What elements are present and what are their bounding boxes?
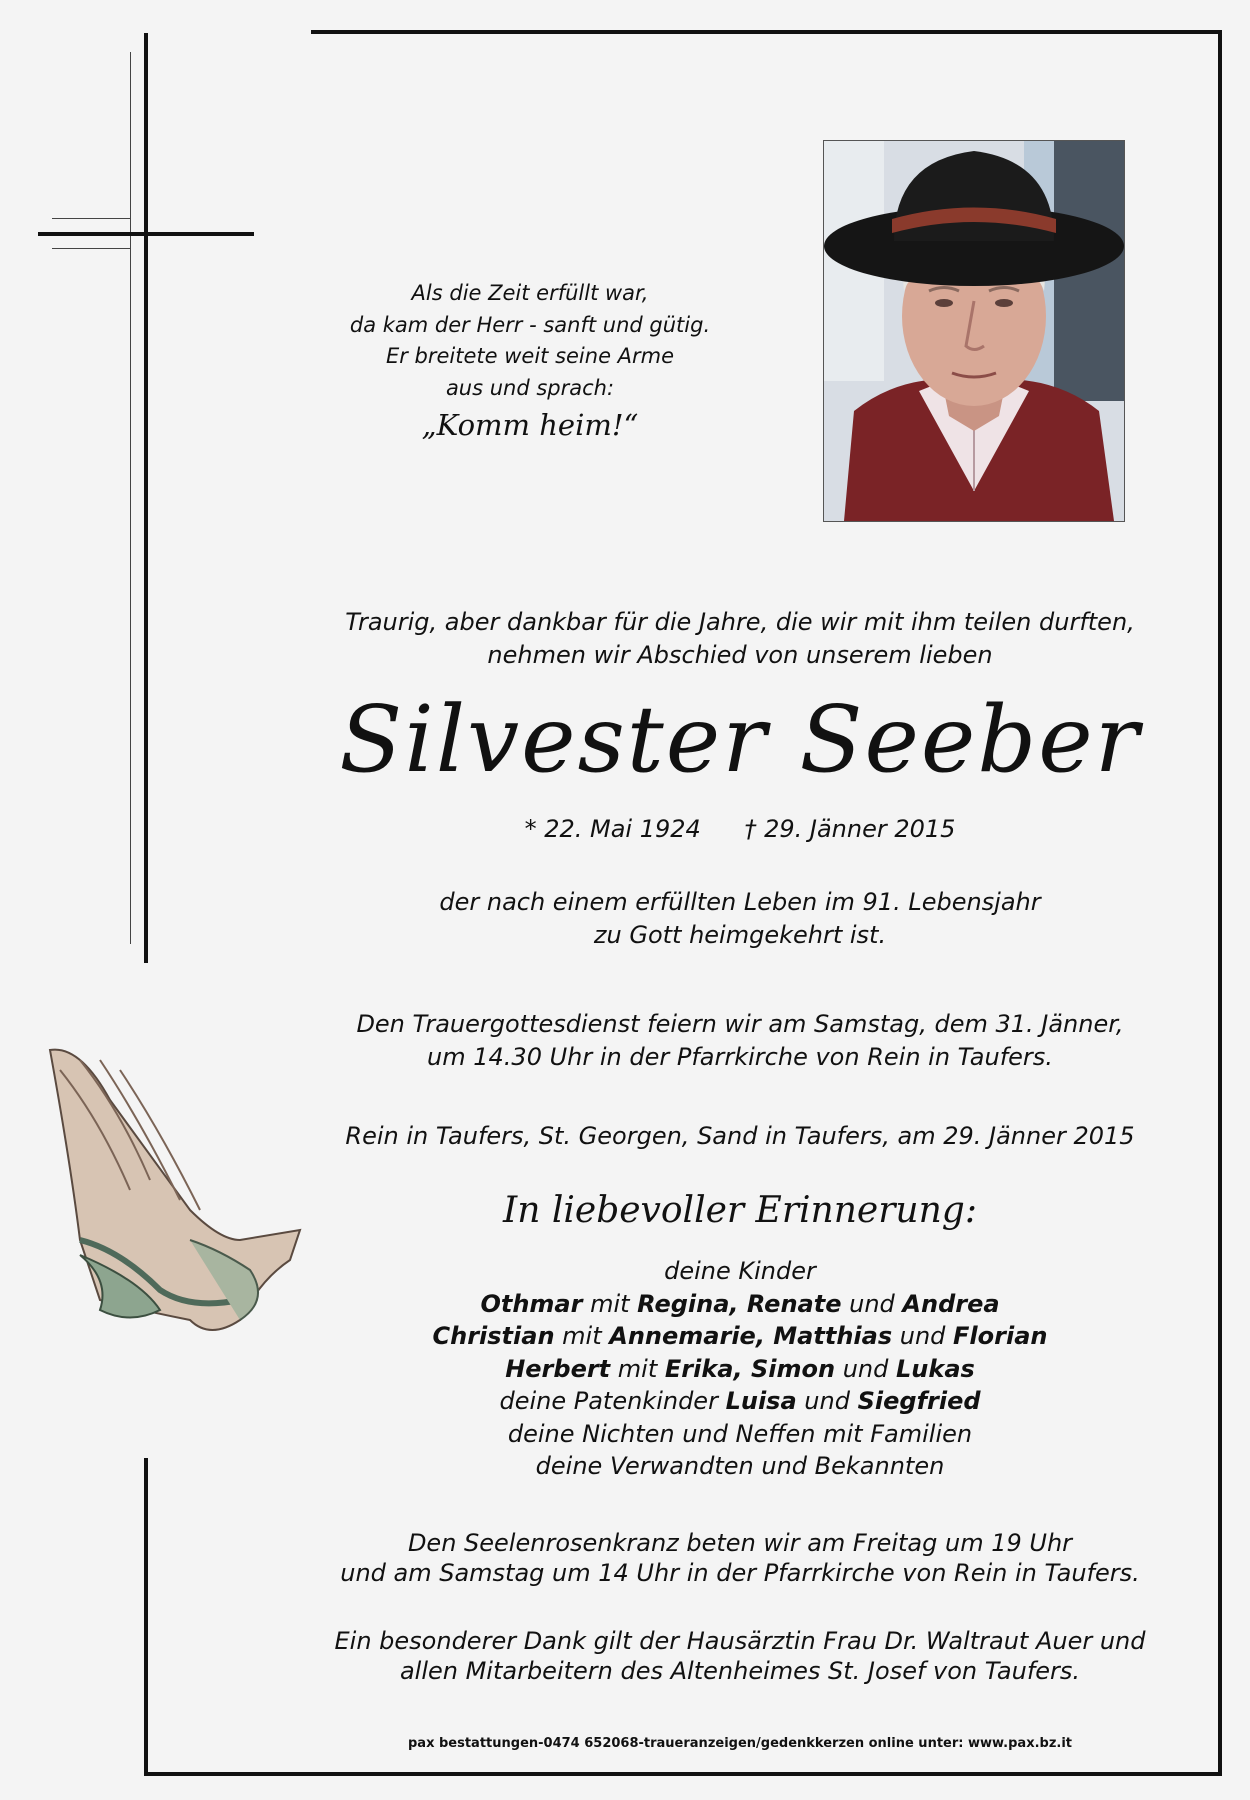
frame-top-border [311,30,1222,34]
family-line-godchildren [330,1385,1150,1418]
deceased-name: Silvester Seeber [339,686,1141,793]
verse [330,278,730,442]
life-text [330,886,1150,952]
family-connector: und [841,1289,903,1318]
rosary-text [330,1528,1150,1588]
funeral-home-footer: pax bestattungen-0474 652068-traueranzeigen/gedenkkerzen online unter: www.pax.bz.it [407,1736,1073,1751]
death-date: † 29. Jänner 2015 [744,815,956,843]
family-name: Andrea [902,1289,1000,1318]
family-name: Florian [953,1322,1048,1350]
intro-line: nehmen wir Abschied von unserem lieben [487,641,993,669]
family-connector: mit [554,1322,610,1350]
life-line: zu Gott heimgekehrt ist. [593,921,887,949]
thanks-text [330,1626,1150,1686]
family-connector: und [835,1354,896,1383]
verse-line: Als die Zeit erfüllt war, [411,281,649,305]
verse-line: da kam der Herr - sanft und gütig. [349,312,711,337]
family-name: Erika, Simon [664,1354,836,1383]
family-connector: mit [582,1289,638,1318]
family-connector: und [796,1387,858,1415]
family-connector: deine Patenkinder [499,1387,726,1415]
family-line [330,1320,1150,1353]
praying-hands-image [40,1040,305,1350]
family-list [330,1255,1150,1483]
life-dates [330,815,1150,843]
verse-line: aus und sprach: [445,375,615,400]
rosary-line: und am Samstag um 14 Uhr in der Pfarrkirche von Rein in Taufers. [340,1559,1140,1587]
rosary-line: Den Seelenrosenkranz beten wir am Freitag um 19 Uhr [407,1529,1073,1557]
family-name: Herbert [505,1354,611,1383]
service-text [330,1008,1150,1074]
life-line: der nach einem erfüllten Leben im 91. Lebensjahr [439,888,1041,916]
family-line-relatives: deine Verwandten und Bekannten [535,1452,945,1480]
family-line [330,1288,1150,1321]
family-connector: mit [610,1354,665,1383]
intro-line: Traurig, aber dankbar für die Jahre, die wir mit ihm teilen durften, [345,608,1135,636]
portrait-photo [823,140,1125,522]
family-name: Christian [432,1322,555,1350]
family-name: Luisa [725,1387,797,1415]
frame-left-border [144,1458,148,1776]
family-name: Lukas [895,1354,975,1383]
intro-text [330,606,1150,672]
cross-horizontal [38,232,254,236]
cross-thin-bar-top [52,218,131,219]
service-line: um 14.30 Uhr in der Pfarrkirche von Rein in Taufers. [427,1043,1053,1071]
birth-date: * 22. Mai 1924 [524,815,701,843]
cross-thin-bar-bottom [52,248,131,249]
frame-right-border [1218,30,1222,1776]
thanks-line: allen Mitarbeitern des Altenheimes St. Josef von Taufers. [399,1657,1081,1685]
family-line [330,1353,1150,1386]
cross-vertical [144,33,148,963]
family-line-nieces: deine Nichten und Neffen mit Familien [507,1419,973,1448]
family-name: Othmar [480,1289,583,1318]
family-connector: und [892,1322,954,1350]
frame-bottom-border [144,1772,1222,1776]
verse-line: Er breitete weit seine Arme [385,344,675,368]
verse-quote: „Komm heim!“ [421,408,639,442]
thanks-line: Ein besonderer Dank gilt der Hausärztin Frau Dr. Waltraut Auer und [334,1627,1146,1655]
place-date: Rein in Taufers, St. Georgen, Sand in Taufers, am 29. Jänner 2015 [345,1122,1135,1150]
family-name: Siegfried [857,1387,981,1415]
family-name: Annemarie, Matthias [609,1322,893,1350]
memory-heading: In liebevoller Erinnerung: [503,1190,977,1231]
family-line-children: deine Kinder [664,1257,816,1285]
cross-thin-line [130,52,131,944]
service-line: Den Trauergottesdienst feiern wir am Samstag, dem 31. Jänner, [356,1010,1124,1038]
family-name: Regina, Renate [637,1289,842,1318]
